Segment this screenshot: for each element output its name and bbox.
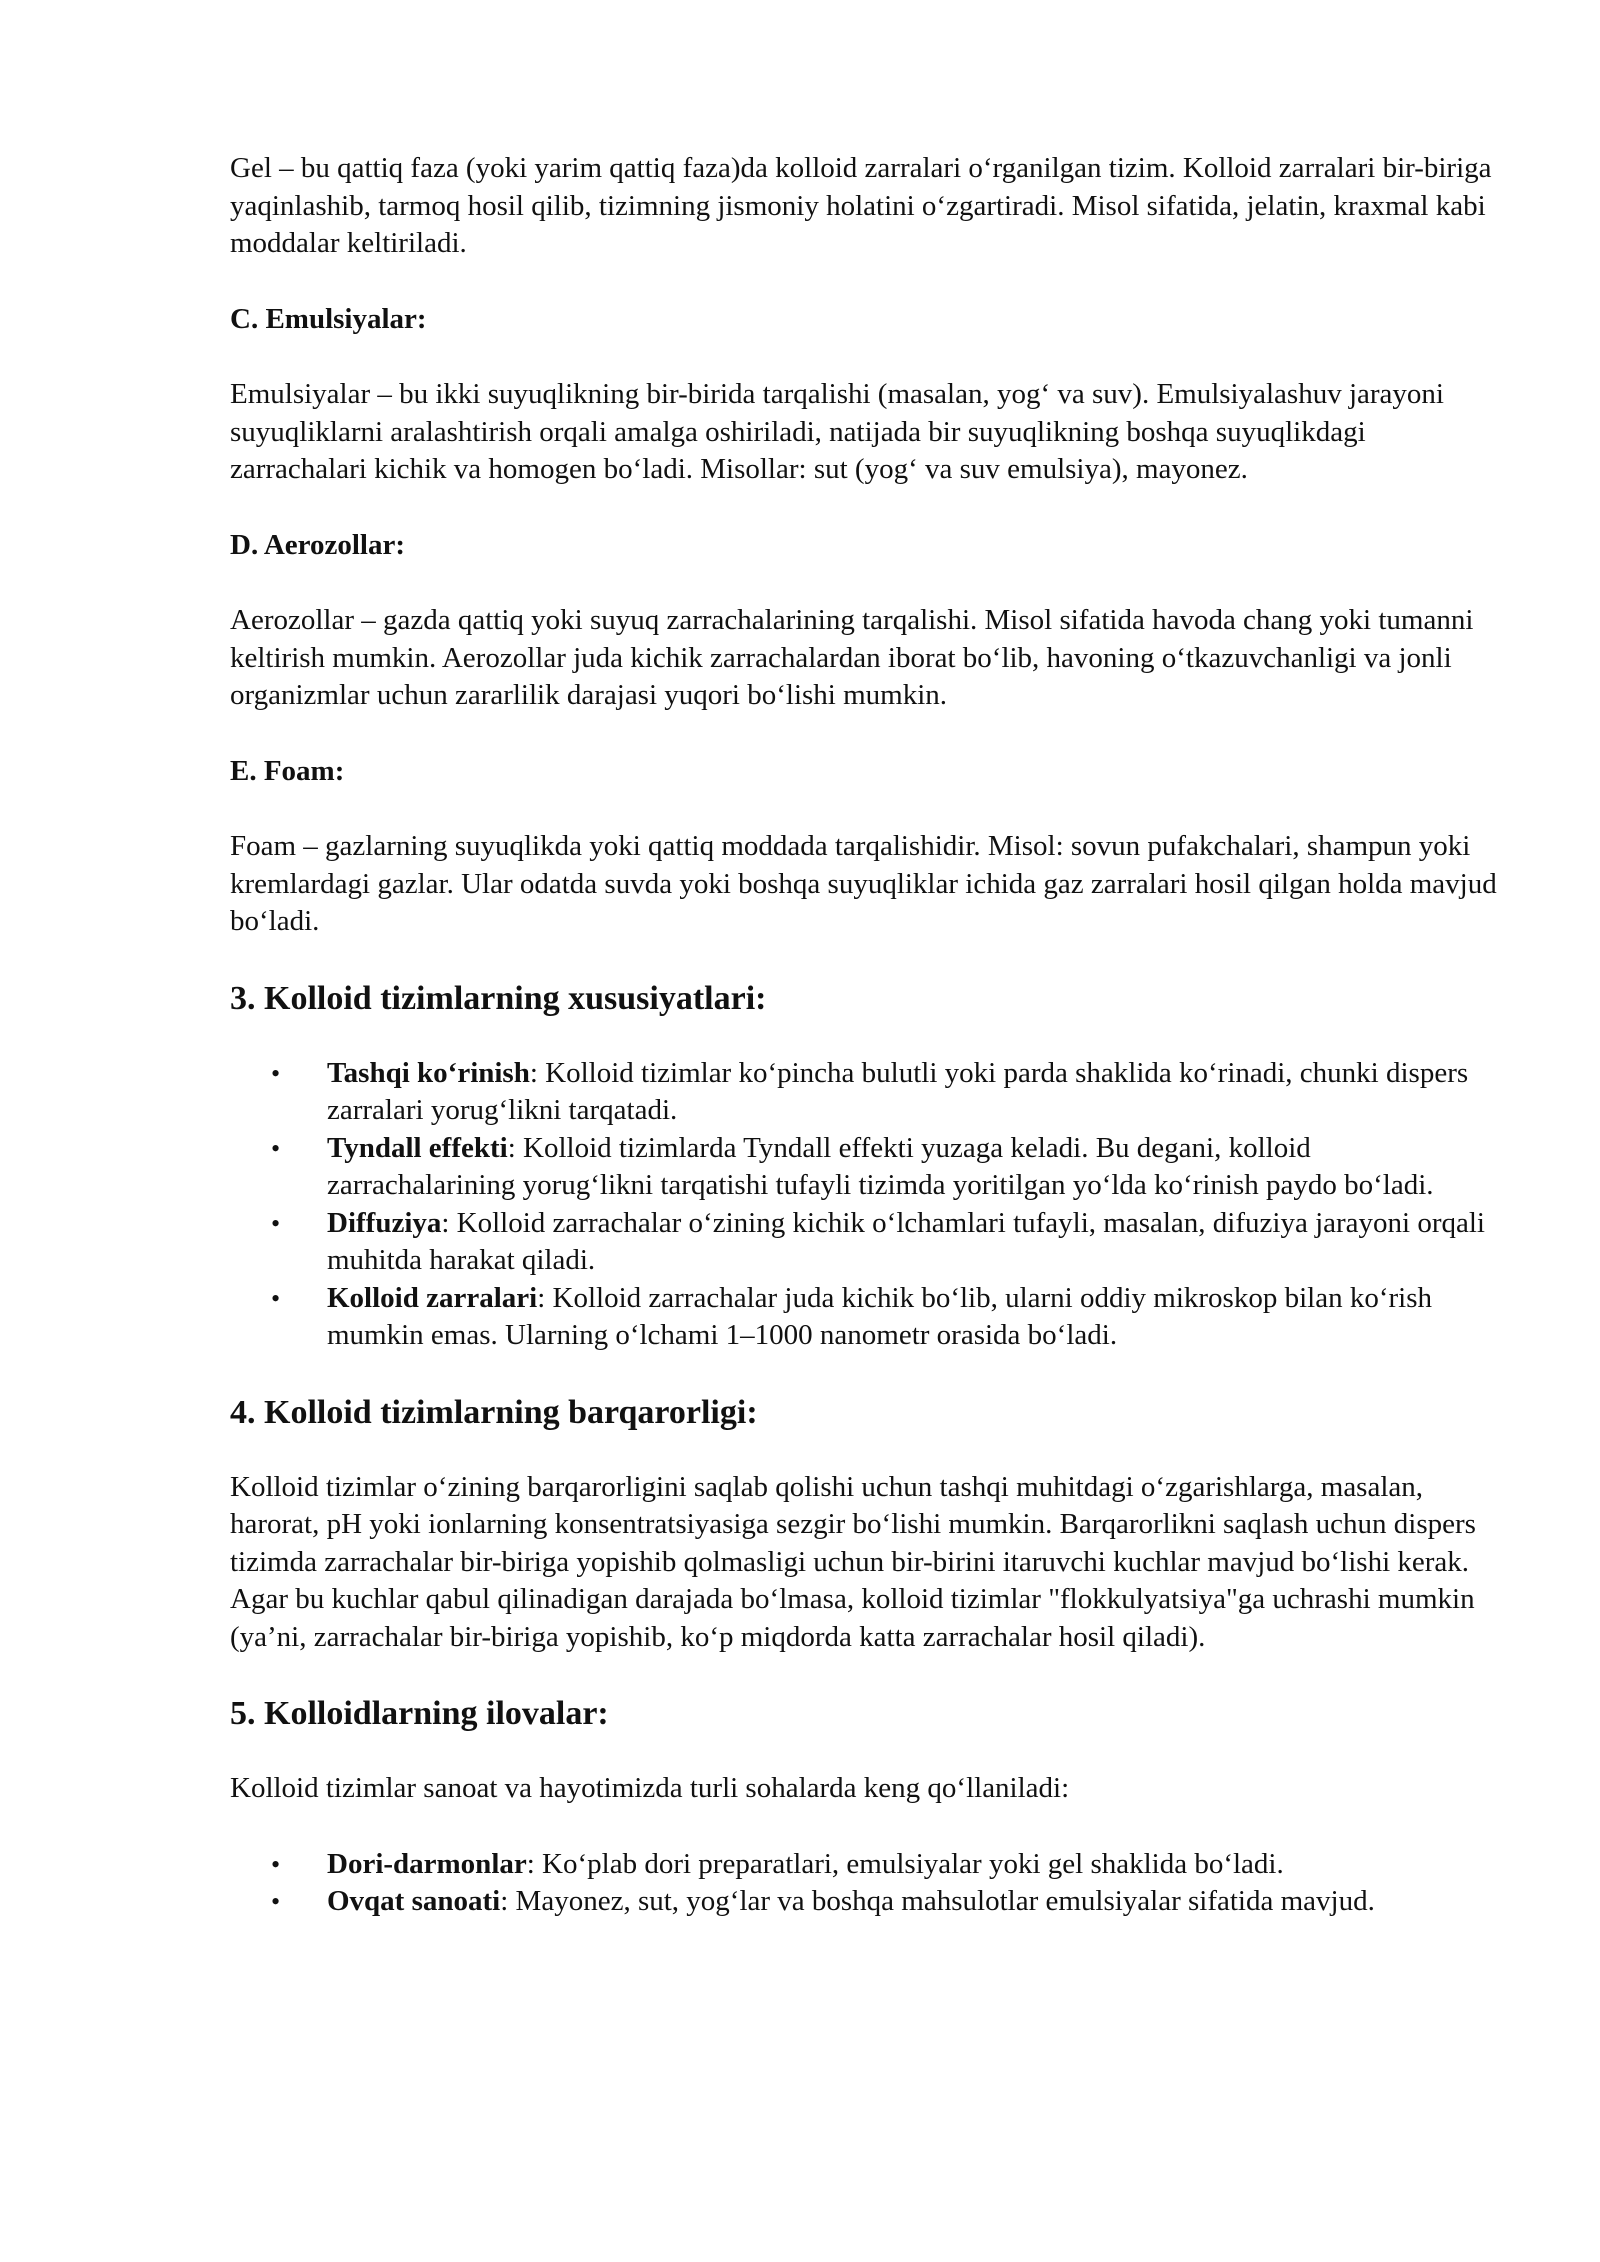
foam-heading: E. Foam:: [230, 754, 345, 787]
list-item: [271, 1055, 1500, 1130]
list-item-text: : Kolloid zarrachalar juda kichik bo‘lib, ularni oddiy mikroskop bilan ko‘rish mumkin emas. Ularning o‘lchami 1–1000 nanometr orasida bo‘ladi.: [327, 1281, 1432, 1351]
bullet-icon: •: [271, 1887, 281, 1916]
list-item: [271, 1205, 1500, 1280]
list-item-term: Diffuziya: [327, 1206, 442, 1239]
list-item: [271, 1846, 1500, 1884]
list-item-term: Kolloid zarralari: [327, 1281, 538, 1314]
list-item: [271, 1883, 1500, 1921]
gel-paragraph: Gel – bu qattiq faza (yoki yarim qattiq faza)da kolloid zarralari o‘rganilgan tizim. Kolloid zarralari bir-biriga yaqinlashib, tarmoq hosil qilib, tizimning jismoniy holatini o‘zgartiradi. Misol sifatida, jelatin, kraxmal kabi moddalar keltiriladi.: [230, 152, 1492, 259]
list-item-text: : Kolloid zarrachalar o‘zining kichik o‘lchamlari tufayli, masalan, difuziya jarayoni orqali muhitda harakat qiladi.: [327, 1206, 1485, 1276]
list-item-text: : Ko‘plab dori preparatlari, emulsiyalar yoki gel shaklida bo‘ladi.: [526, 1847, 1284, 1880]
list-item-text: : Kolloid tizimlarda Tyndall effekti yuzaga keladi. Bu degani, kolloid zarrachalarining yorug‘likni tarqatishi tufayli tizimda yoritilgan yo‘lda ko‘rinish paydo bo‘ladi.: [327, 1131, 1434, 1201]
bullet-icon: •: [271, 1133, 281, 1163]
list-item-term: Tashqi ko‘rinish: [327, 1056, 530, 1089]
list-item: [271, 1280, 1500, 1355]
list-item: [271, 1130, 1500, 1205]
section-5-title: 5. Kolloidlarning ilovalar:: [230, 1695, 609, 1732]
aerosols-paragraph: Aerozollar – gazda qattiq yoki suyuq zarrachalarining tarqalishi. Misol sifatida havoda chang yoki tumanni keltirish mumkin. Aerozollar juda kichik zarrachalardan iborat bo‘lib, havoning o‘tkazuvchanligi va jonli organizmlar uchun zararlilik darajasi yuqori bo‘lishi mumkin.: [230, 604, 1474, 711]
list-item-term: Dori-darmonlar: [327, 1847, 527, 1880]
section-3-title: 3. Kolloid tizimlarning xususiyatlari:: [230, 979, 767, 1017]
foam-paragraph: Foam – gazlarning suyuqlikda yoki qattiq moddada tarqalishidir. Misol: sovun pufakchalari, shampun yoki kremlardagi gazlar. Ular odatda suvda yoki boshqa suyuqliklar ichida gaz zarralari hosil qilgan holda mavjud bo‘ladi.: [230, 830, 1497, 937]
emulsions-heading: C. Emulsiyalar:: [230, 302, 427, 335]
list-item-text: : Kolloid tizimlar ko‘pincha bulutli yoki parda shaklida ko‘rinadi, chunki dispers zarralari yorug‘likni tarqatadi.: [327, 1056, 1469, 1126]
bullet-icon: •: [271, 1058, 281, 1088]
applications-list: [230, 1846, 1500, 1921]
stability-paragraph: Kolloid tizimlar o‘zining barqarorligini saqlab qolishi uchun tashqi muhitdagi o‘zgarishlarga, masalan, harorat, pH yoki ionlarning konsentratsiyasiga sezgir bo‘lishi mumkin. Barqarorlikni saqlash uchun dispers tizimda zarrachalar bir-biriga yopishib qolmasligi uchun bir-birini itaruvchi kuchlar mavjud bo‘lishi kerak. Agar bu kuchlar qabul qilinadigan darajada bo‘lmasa, kolloid tizimlar "flokkulyatsiya"ga uchrashi mumkin (ya’ni, zarrachalar bir-biriga yopishib, ko‘p miqdorda katta zarrachalar hosil qiladi).: [230, 1470, 1476, 1653]
list-item-text: : Mayonez, sut, yog‘lar va boshqa mahsulotlar emulsiyalar sifatida mavjud.: [500, 1885, 1375, 1917]
properties-list: [230, 1055, 1500, 1355]
bullet-icon: •: [271, 1849, 281, 1879]
document-page: [230, 150, 1500, 1959]
section-4-title: 4. Kolloid tizimlarning barqarorligi:: [230, 1393, 758, 1431]
emulsions-paragraph: Emulsiyalar – bu ikki suyuqlikning bir-birida tarqalishi (masalan, yog‘ va suv). Emulsiyalashuv jarayoni suyuqliklarni aralashtirish orqali amalga oshiriladi, natijada bir suyuqlikning boshqa suyuqlikdagi zarrachalari kichik va homogen bo‘ladi. Misollar: sut (yog‘ va suv emulsiya), mayonez.: [230, 378, 1444, 485]
list-item-term: Ovqat sanoati: [327, 1885, 501, 1917]
bullet-icon: •: [271, 1208, 281, 1238]
list-item-term: Tyndall effekti: [327, 1131, 508, 1164]
aerosols-heading: D. Aerozollar:: [230, 528, 406, 561]
bullet-icon: •: [271, 1283, 281, 1313]
applications-intro: Kolloid tizimlar sanoat va hayotimizda turli sohalarda keng qo‘llaniladi:: [230, 1772, 1070, 1804]
